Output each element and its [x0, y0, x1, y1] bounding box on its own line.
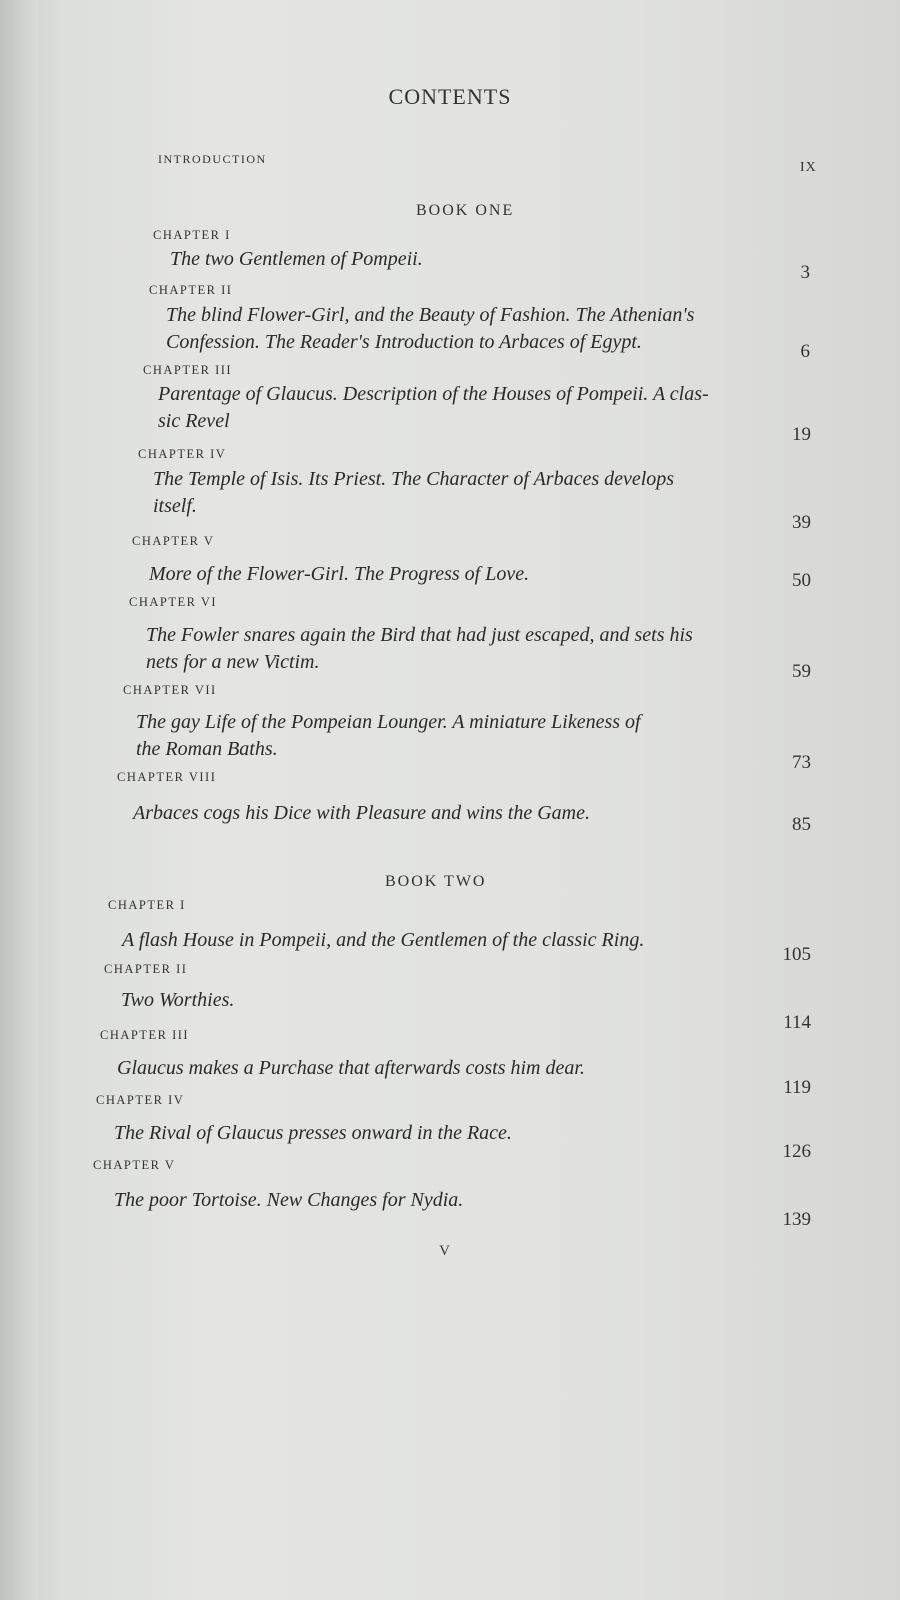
chapter-label: CHAPTER III — [100, 1028, 190, 1042]
chapter-title: Glaucus makes a Purchase that afterwards costs him dear. — [117, 1057, 585, 1079]
chapter-page-number: 105 — [782, 944, 811, 965]
chapter-title: The two Gentlemen of Pompeii. — [170, 248, 423, 270]
chapter-page-number: 39 — [792, 512, 811, 533]
chapter-label: CHAPTER IV — [96, 1093, 185, 1107]
chapter-page-number: 3 — [800, 262, 810, 283]
chapter-label: CHAPTER III — [143, 363, 233, 377]
chapter-title: The poor Tortoise. New Changes for Nydia. — [114, 1189, 464, 1211]
page-folio: V — [439, 1243, 451, 1259]
page-gutter — [0, 0, 38, 1600]
chapter-title: The gay Life of the Pompeian Lounger. A miniature Likeness of the Roman Baths. — [136, 711, 641, 760]
chapter-page-number: 85 — [792, 814, 811, 835]
chapter-label: CHAPTER II — [104, 962, 188, 976]
chapter-title: Parentage of Glaucus. Description of the Houses of Pompeii. A clas- sic Revel — [158, 383, 709, 432]
chapter-title: The Fowler snares again the Bird that had just escaped, and sets his nets for a new Victim. — [146, 624, 693, 673]
chapter-title: Arbaces cogs his Dice with Pleasure and wins the Game. — [133, 802, 590, 824]
introduction-label: INTRODUCTION — [158, 152, 267, 166]
chapter-title: A flash House in Pompeii, and the Gentlemen of the classic Ring. — [122, 929, 645, 951]
chapter-page-number: 50 — [792, 570, 811, 591]
chapter-title: More of the Flower-Girl. The Progress of Love. — [149, 563, 530, 585]
book-two-title: BOOK TWO — [385, 873, 487, 890]
chapter-label: CHAPTER I — [153, 228, 231, 242]
book-one-title: BOOK ONE — [416, 202, 515, 219]
chapter-page-number: 119 — [783, 1077, 811, 1098]
chapter-title: The Temple of Isis. Its Priest. The Character of Arbaces develops itself. — [153, 468, 675, 517]
chapter-page-number: 6 — [800, 341, 810, 362]
chapter-title: The Rival of Glaucus presses onward in the Race. — [114, 1122, 512, 1144]
chapter-page-number: 73 — [792, 752, 811, 773]
chapter-label: CHAPTER VII — [123, 683, 217, 697]
chapter-page-number: 114 — [783, 1012, 811, 1033]
chapter-title: The blind Flower-Girl, and the Beauty of Fashion. The Athenian's Confession. The Reader's Introduction to Arbaces of Egypt. — [166, 304, 695, 353]
chapter-label: CHAPTER VI — [129, 595, 218, 609]
chapter-label: CHAPTER II — [149, 283, 233, 297]
chapter-label: CHAPTER I — [108, 898, 186, 912]
chapter-page-number: 139 — [782, 1209, 811, 1230]
chapter-label: CHAPTER IV — [138, 447, 227, 461]
chapter-page-number: 19 — [792, 424, 811, 445]
chapter-label: CHAPTER V — [93, 1158, 176, 1172]
chapter-page-number: 126 — [782, 1141, 811, 1162]
chapter-title: Two Worthies. — [121, 989, 235, 1011]
chapter-label: CHAPTER VIII — [117, 770, 217, 784]
chapter-page-number: 59 — [792, 661, 811, 682]
contents-heading: CONTENTS — [388, 84, 512, 109]
chapter-label: CHAPTER V — [132, 534, 215, 548]
introduction-page-number: IX — [800, 160, 817, 175]
